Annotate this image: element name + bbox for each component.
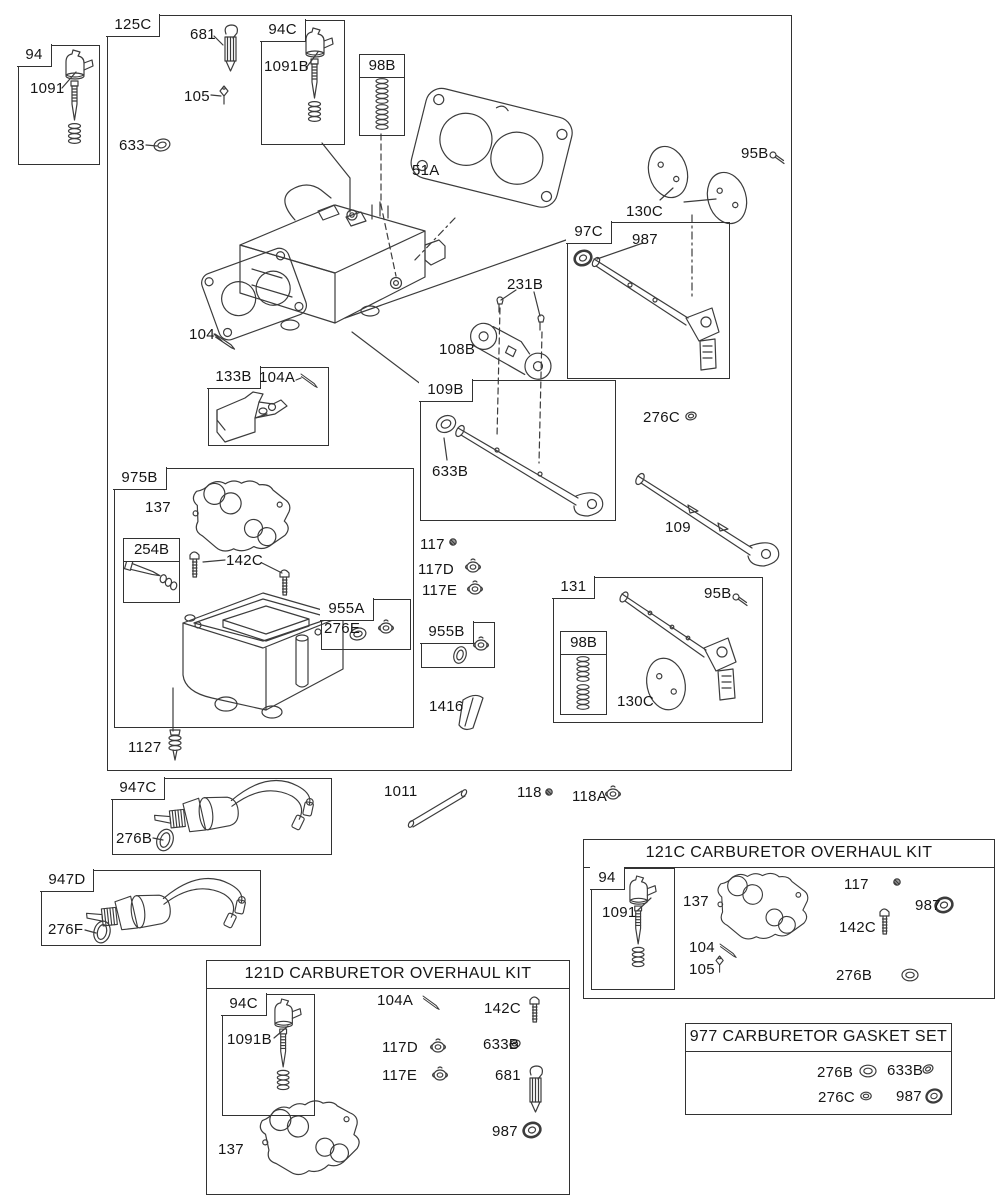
callout-276c-1: 276C: [643, 409, 681, 426]
callout-130c-1: 130C: [626, 203, 664, 220]
group-box-955b: [421, 622, 495, 668]
callout-1416: 1416: [429, 698, 464, 715]
callout-105: 105: [184, 88, 210, 105]
group-box-947c-tag: 947C: [111, 777, 165, 800]
callout-987-kit2: 987: [492, 1123, 518, 1140]
group-box-98b-top: [359, 54, 405, 136]
kit-121c-94-box: [591, 868, 675, 990]
group-box-955a-tag: 955A: [320, 598, 373, 621]
callout-633: 633: [119, 137, 145, 154]
callout-118a: 118A: [572, 788, 608, 805]
group-box-131-tag: 131: [552, 576, 595, 599]
kit-977-title: 977 CARBURETOR GASKET SET: [686, 1024, 951, 1052]
callout-117-kit: 117: [844, 876, 869, 893]
callout-231b: 231B: [507, 276, 544, 293]
callout-1091-kit: 1091: [602, 904, 637, 921]
callout-276e: 276E: [324, 620, 361, 637]
callout-1091: 1091: [30, 80, 65, 97]
callout-137-kit: 137: [683, 893, 709, 910]
callout-118: 118: [517, 784, 542, 801]
callout-633b-1: 633B: [432, 463, 469, 480]
callout-276b-kit: 276B: [836, 967, 873, 984]
callout-117e-1: 117E: [422, 582, 458, 599]
kit-121d-title: 121D CARBURETOR OVERHAUL KIT: [207, 961, 569, 989]
callout-130c-2: 130C: [617, 693, 655, 710]
callout-633b-gasket: 633B: [887, 1062, 924, 1079]
group-box-955b-tag: 955B: [420, 621, 473, 644]
callout-137-1: 137: [145, 499, 171, 516]
callout-987-gasket: 987: [896, 1088, 922, 1105]
group-box-125c-tag: 125C: [106, 14, 160, 37]
callout-104a-1: 104A: [259, 369, 296, 386]
group-box-109b-tag: 109B: [419, 379, 472, 402]
group-box-94c-tag: 94C: [260, 19, 305, 42]
kit-121d-94c-tag: 94C: [221, 993, 266, 1016]
callout-117d-kit: 117D: [382, 1039, 418, 1056]
callout-987-kit: 987: [915, 897, 941, 914]
callout-109: 109: [665, 519, 691, 536]
group-box-94-tag: 94: [17, 44, 51, 67]
group-box-98b-top-tag: 98B: [360, 55, 404, 78]
callout-1127: 1127: [128, 739, 162, 756]
group-box-947d-tag: 947D: [40, 869, 94, 892]
group-box-98b-131-tag: 98B: [561, 632, 606, 655]
callout-681-kit: 681: [495, 1067, 521, 1084]
callout-276b-1: 276B: [116, 830, 153, 847]
group-box-133b-tag: 133B: [207, 366, 260, 389]
callout-276b-gasket: 276B: [817, 1064, 854, 1081]
callout-105-kit: 105: [689, 961, 715, 978]
group-box-975b-tag: 975B: [113, 467, 166, 490]
callout-137-kit2: 137: [218, 1141, 244, 1158]
callout-276c-gasket: 276C: [818, 1089, 856, 1106]
callout-633b-kit: 633B: [483, 1036, 520, 1053]
callout-1011: 1011: [384, 783, 418, 800]
callout-117-1: 117: [420, 536, 445, 553]
callout-987-1: 987: [632, 231, 658, 248]
callout-51a: 51A: [412, 162, 440, 179]
callout-142c-kit2: 142C: [484, 1000, 522, 1017]
group-box-98b-131: [560, 631, 607, 715]
group-box-254b: [123, 538, 180, 603]
callout-117e-kit: 117E: [382, 1067, 418, 1084]
callout-104a-kit: 104A: [377, 992, 414, 1009]
callout-276f: 276F: [48, 921, 84, 938]
callout-95b-1: 95B: [741, 145, 769, 162]
group-box-94: [18, 45, 100, 165]
callout-104-1: 104: [189, 326, 215, 343]
callout-1091b: 1091B: [264, 58, 309, 75]
callout-104-kit: 104: [689, 939, 715, 956]
callout-142c-kit: 142C: [839, 919, 877, 936]
plug-118a-drawing: [606, 786, 621, 799]
kit-121c-title: 121C CARBURETOR OVERHAUL KIT: [584, 840, 994, 868]
kit-121c-94-tag: 94: [590, 867, 624, 890]
group-box-94c: [261, 20, 345, 145]
callout-681: 681: [190, 26, 216, 43]
jet-118-drawing: [546, 789, 552, 795]
group-box-97c-tag: 97C: [566, 221, 611, 244]
kit-121d-94c-box: [222, 994, 315, 1116]
group-box-254b-tag: 254B: [124, 539, 179, 562]
callout-1091b-kit: 1091B: [227, 1031, 272, 1048]
group-box-109b: [420, 380, 616, 521]
callout-142c-1: 142C: [226, 552, 264, 569]
callout-95b-2: 95B: [704, 585, 732, 602]
callout-108b: 108B: [439, 341, 476, 358]
callout-117d-1: 117D: [418, 561, 454, 578]
